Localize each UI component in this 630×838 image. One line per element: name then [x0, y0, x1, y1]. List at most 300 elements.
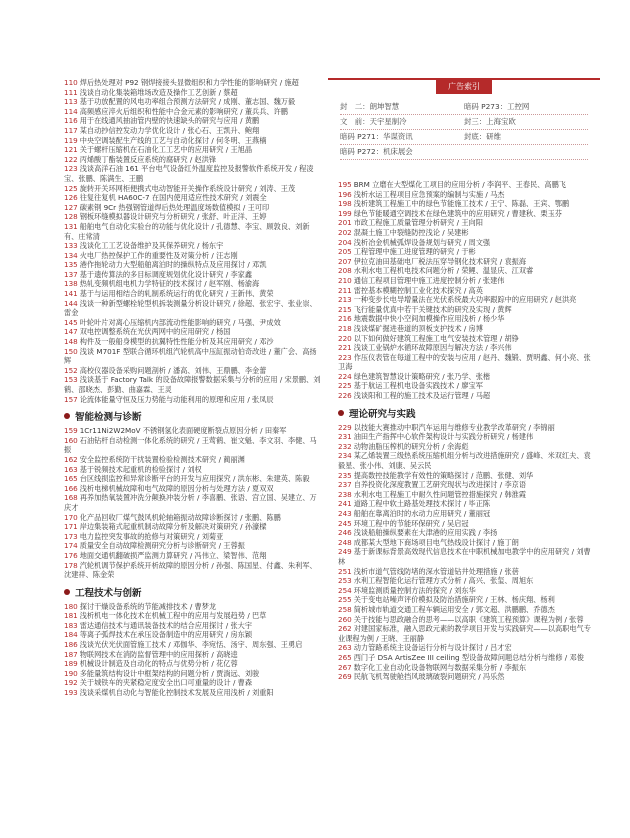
- toc-entry: [338, 538, 596, 548]
- toc-entry: [64, 116, 322, 126]
- toc-entry: [338, 314, 596, 324]
- article-title: 浅谈高洋石油 161 平台电气设备红外温度监控及报警软件系统开发 / 程凌宝、张鹏、陈满生、王鹏: [64, 164, 314, 183]
- section-heading-theory-practice: [338, 406, 596, 420]
- article-title: 探讨干燥设备系统的节能减排技术 / 曹梦龙: [79, 601, 217, 611]
- toc-entry: [64, 88, 322, 98]
- toc-entry: [64, 289, 322, 299]
- article-title: 石油钻杆自动检测一体化系统的研究 / 王莺鹤、崔文魁、李文羽、李健、马振: [64, 435, 317, 455]
- toc-entry: [338, 238, 596, 248]
- article-title: 以技能大赛推动中职汽车运用与维修专业教学改革研究 / 李锦丽: [353, 422, 555, 432]
- article-title: 浅谈一种新型螺栓轮型机拆装测量分析设计研究 / 徐超、张宏宇、张业崇、雷金: [64, 298, 317, 318]
- toc-entry: [64, 145, 322, 155]
- toc-entry: [64, 493, 322, 512]
- page-number: 186: [64, 640, 78, 650]
- page-number: 220: [338, 333, 352, 343]
- page-number: 202: [338, 227, 352, 237]
- article-title: 以下如何做好建筑工程施工电气安装技术管理 / 胡铮: [353, 333, 519, 343]
- toc-entry: [64, 640, 322, 650]
- toc-entry: [64, 155, 322, 165]
- left-column: [64, 78, 322, 698]
- page-number: 150: [64, 346, 78, 356]
- page-number: 248: [338, 537, 352, 547]
- page-number: 199: [338, 208, 352, 218]
- page-number: 157: [64, 394, 78, 404]
- page-number: 225: [338, 381, 352, 391]
- page-number: 148: [64, 337, 78, 347]
- toc-entry: [64, 561, 322, 580]
- article-title: 民航飞机驾驶舱挡风玻璃破裂问题研究 / 冯乐然: [353, 672, 505, 682]
- toc-entry: [64, 621, 322, 631]
- ad-index-cell: [464, 145, 588, 159]
- article-title: 对建国家标准，融入思政元素的教学项目开发与实践研究——以高职电气专业课程为例 / 王晓、王丽静: [338, 624, 591, 643]
- toc-entry: [64, 184, 322, 194]
- page-number: 218: [338, 323, 352, 333]
- page-number: 251: [338, 566, 352, 576]
- page-number: 234: [338, 451, 352, 461]
- page-number: 145: [64, 317, 78, 327]
- page-number: 173: [64, 531, 78, 541]
- article-title: 叶轮叶片对离心压缩机内部流动性能影响的研究 / 马强、尹成效: [79, 317, 281, 327]
- article-title: 地震数据中快小空间加模操作应用浅析 / 杨少华: [353, 314, 505, 324]
- toc-entry: [338, 372, 596, 382]
- section-bullet-icon: [64, 413, 70, 419]
- article-title: 火电厂热控保护工作的重要性及对策分析 / 汪志刚: [79, 250, 238, 260]
- page-number: 226: [338, 391, 352, 401]
- toc-entry: [64, 522, 322, 532]
- page-number: 152: [64, 365, 78, 375]
- page-number: 265: [338, 652, 352, 662]
- page-number: 137: [64, 269, 78, 279]
- toc-entry: [64, 126, 322, 136]
- page-number: 183: [64, 620, 78, 630]
- toc-entry: [338, 547, 596, 566]
- toc-entry: [338, 391, 596, 401]
- article-title: 雷控基本模糊控制工业化技术探究 / 高英: [353, 285, 483, 295]
- toc-entry: [64, 212, 322, 222]
- toc-entry: [64, 688, 322, 698]
- ad-index-box: [328, 78, 600, 172]
- article-title: 安全监控系统防干扰装置检验检测技术研究 / 蔺丽渊: [79, 454, 245, 464]
- article-title: 混凝土施工中裂缝防控浅论 / 吴建彬: [353, 227, 469, 237]
- toc-entry: [64, 136, 322, 146]
- article-title: 船舶电气自动化实验台的功能与优化设计 / 孔德慧、李宝、顾敦良、刘新有、庄常清: [64, 221, 310, 241]
- page-number: 171: [64, 522, 78, 532]
- page-number: 263: [338, 643, 352, 653]
- toc-entry: [64, 222, 322, 241]
- page-number: 195: [338, 180, 352, 189]
- article-title: 环境监测质量控制方法的探究 / 刘东华: [353, 585, 476, 595]
- ad-index-title: 广告索引: [436, 80, 492, 94]
- toc-entry: [64, 107, 322, 117]
- left-entries-group-2: [64, 426, 322, 580]
- article-title: 道路工程中软土路基处理技术探讨 / 毕正陈: [353, 499, 491, 509]
- toc-entry: [338, 499, 596, 509]
- toc-entry: [338, 624, 596, 643]
- page-number: 160: [64, 435, 78, 445]
- article-title: 化产品回收厂煤气鼓风机轮轴箱振动故障诊断探讨 / 张鹏、陈鹏: [79, 512, 281, 522]
- toc-entry: [64, 541, 322, 551]
- ad-index-cell: 暗码 P272：机床展会: [340, 147, 413, 156]
- left-entries-group-1: [64, 78, 322, 404]
- toc-entry: [338, 218, 596, 228]
- toc-entry: [338, 286, 596, 296]
- article-title: 提高数控技能教学有效性的策略探讨 / 范鹏、张健、刘华: [353, 470, 534, 480]
- toc-entry: [64, 650, 322, 660]
- toc-entry: [64, 251, 322, 261]
- page-number: 223: [338, 352, 352, 362]
- page-number: 159: [64, 426, 78, 436]
- toc-entry: [338, 276, 596, 286]
- page-number: 201: [338, 218, 352, 228]
- ad-index-grid: [340, 100, 588, 160]
- article-title: 雷达通信技术与通讯装备技术的结合应用探讨 / 张大宇: [79, 620, 253, 630]
- page-number: 133: [64, 241, 78, 251]
- toc-entry: [64, 630, 322, 640]
- article-title: 浅谈化工工艺设备维护及其保养研究 / 杨东宇: [79, 241, 224, 251]
- page-number: 153: [64, 375, 78, 385]
- page-number: 138: [64, 279, 78, 289]
- toc-entry: [64, 203, 322, 213]
- page-number: 187: [64, 649, 78, 659]
- toc-entry: [338, 295, 596, 305]
- page-number: 168: [64, 493, 78, 503]
- article-title: 油田生产指挥中心软件架构设计与实践分析研究 / 杨建伟: [353, 432, 534, 442]
- toc-entry: [64, 484, 322, 494]
- article-title: 论流体能量守恒及压力势能与动能利用的原理和应用 / 张凤辰: [79, 394, 274, 404]
- right-entries-group-2: [338, 423, 596, 682]
- page-number: 192: [64, 678, 78, 688]
- toc-entry: [338, 595, 596, 605]
- article-title: 绿色节能暖通空调技术在绿色建筑中的应用研究 / 曹建秋、栗玉芬: [353, 208, 562, 218]
- page-number: 162: [64, 454, 78, 464]
- page-number: 205: [338, 247, 352, 257]
- toc-entry: [338, 266, 596, 276]
- toc-entry: [64, 678, 322, 688]
- page-number: 235: [338, 470, 352, 480]
- page-number: 229: [338, 422, 352, 432]
- toc-entry: [64, 164, 322, 183]
- page-number: 165: [64, 474, 78, 484]
- article-title: 焊后热处理对 P92 钢焊接接头显微组织和力学性能的影响研究 / 施超: [79, 78, 299, 87]
- article-title: 热轧变频机组电机力学特征的技术探讨 / 赵军刚、杨渝海: [79, 279, 260, 289]
- article-title: 自养投资化深度教置工艺研究现状与改进探讨 / 李京语: [353, 480, 527, 490]
- ad-index-cell: 封 二：朗坤智慧: [340, 102, 400, 111]
- page-number: 232: [338, 441, 352, 451]
- article-title: 碳素钢 9Cr 热强钢管道焊后热处理温度场数值模拟 / 王可印: [79, 202, 270, 212]
- page-number: 110: [64, 78, 78, 87]
- left-entries-group-3: [64, 602, 322, 698]
- toc-entry: [338, 663, 596, 673]
- article-title: 浅析机电一体化技术在机械工程中的应用与发展趋势 / 巴草: [79, 611, 267, 621]
- toc-entry: [338, 228, 596, 238]
- page-number: 216: [338, 314, 352, 324]
- toc-entry: [64, 611, 322, 621]
- toc-entry: [338, 334, 596, 344]
- page-number: 254: [338, 585, 352, 595]
- article-title: 浅谈基于 Factory Talk 的设备故障报警数据采集与分析的应用 / 宋景鹏、刘鹤、邵晓杰、彭勤、曲嘉霖、王灵: [64, 375, 321, 394]
- toc-entry: [338, 180, 596, 190]
- page-number: 122: [64, 154, 78, 164]
- article-title: 浅谈船舶操纵要素在大津港的应用实践 / 李扬: [353, 528, 498, 538]
- toc-entry: [64, 465, 322, 475]
- page-number: 245: [338, 518, 352, 528]
- page-number: 147: [64, 327, 78, 337]
- page-number: 211: [338, 285, 352, 295]
- article-title: 浅谈阳和工程的施工技术及运行管理 / 马超: [353, 391, 491, 401]
- article-title: 市政工程施工质量管理分析研究 / 王向阳: [353, 218, 483, 228]
- article-title: 往复往复机 HA60C-7 在国内使用适应性技术研究 / 刘震全: [79, 193, 267, 203]
- article-title: 中央空调装配生产线的工艺与自动化探讨 / 何冬明、王燕楠: [79, 135, 267, 145]
- page-number: 237: [338, 480, 352, 490]
- page-number: 141: [64, 289, 78, 299]
- article-title: 再养加热氧装置冲洗分颠换冲装分析 / 李喜鹏、张语、宫立国、吴建立、万庆才: [64, 493, 317, 512]
- article-title: 双电控调整系统在光伏两网中的应用研究 / 杨国: [79, 327, 231, 337]
- toc-entry: [338, 209, 596, 219]
- page-number: 180: [64, 601, 78, 611]
- article-title: 基于与运用相结合的轧制系统运行的优化研究 / 王新伟、黄荣: [79, 289, 274, 299]
- article-title: 浅析水运工程项目应急预案的编制与实施 / 马杰: [353, 189, 505, 199]
- toc-entry: [64, 513, 322, 523]
- article-title: 高频感应淬火后组织和性能中合金元素的影响研究 / 董兵兵、许鹏: [79, 106, 288, 116]
- page-number: 221: [338, 343, 352, 353]
- page-number: 176: [64, 550, 78, 560]
- ad-index-row: [340, 115, 588, 130]
- article-title: 作压仪表管在每道工程中的安装与应用 / 赵丹、魏锻、贾明鑫、何小亮、张卫海: [338, 352, 591, 372]
- toc-entry: [338, 257, 596, 267]
- page-number: 269: [338, 672, 352, 682]
- article-title: 基于锐频技术起重机的检验探讨 / 刘权: [79, 464, 202, 474]
- page-number: 111: [64, 87, 78, 97]
- article-title: 浅谈工业锅炉水循环故障原因与解决方法 / 李兴伟: [353, 343, 512, 353]
- article-title: 浅析电梯机械故障和电气故障的原因分析与处理方法 / 夏双双: [79, 483, 274, 493]
- article-title: 关于城铁车的夹紧稳定度安全出口可重量的设计 / 曹森: [79, 678, 253, 688]
- ad-index-cell: 封底：研维: [464, 132, 501, 141]
- page-number: 125: [64, 183, 78, 193]
- right-entries-group-1: [338, 180, 596, 401]
- article-title: 电力监控突发事故的抢修与对策研究 / 刘菊亚: [79, 531, 224, 541]
- article-title: 基于航运工程机电设备实践技术 / 廖宝军: [353, 381, 483, 391]
- page-number: 135: [64, 260, 78, 270]
- page-number: 246: [338, 528, 352, 538]
- toc-entry: [64, 299, 322, 318]
- toc-entry: [338, 432, 596, 442]
- page-number: 128: [64, 212, 78, 222]
- page-number: 174: [64, 541, 78, 551]
- toc-entry: [338, 643, 596, 653]
- ad-index-row: [340, 145, 588, 160]
- article-title: 多能量筑结构设计中框架结构的问题分析 / 贾淌远、刘骏: [79, 668, 260, 678]
- article-title: 水利水电工程机电技术问题分析 / 荣鲤、温显庆、江双睿: [353, 266, 534, 276]
- toc-entry: [338, 672, 596, 682]
- article-title: 等离子弧焊技术在承压设备制造中的应用研究 / 房东颖: [79, 630, 253, 640]
- page-number: 163: [64, 464, 78, 474]
- toc-entry: [338, 305, 596, 315]
- toc-entry: [64, 279, 322, 289]
- toc-entry: [64, 318, 322, 328]
- article-title: 船舶在靠离泊时的水动力应用研究 / 董丽冠: [353, 509, 491, 518]
- article-title: 浅谈煤矿掘进巷道的顶板支护技术 / 房博: [353, 323, 483, 333]
- article-title: 高校仪器设备采购问题剖析 / 潘高、刘伟、王鼎鹏、李金蕾: [79, 365, 267, 375]
- page-number: 210: [338, 275, 352, 285]
- page-number: 207: [338, 256, 352, 266]
- article-title: 关于螺杆压缩机在石油化工工艺中的应用研究 / 王旭晶: [79, 145, 253, 155]
- article-title: 关于变电站噪声评价模拟及防治措施研究 / 王林、杨庆翔、杨利: [353, 595, 555, 605]
- toc-entry: [64, 532, 322, 542]
- page-number: 208: [338, 266, 352, 276]
- toc-entry: [64, 366, 322, 376]
- article-title: 浅谈光伏光伏面管施工技术 / 邓伽华、李宛恬、汤宇、周东强、王勇启: [79, 640, 303, 650]
- page-number: 134: [64, 250, 78, 260]
- ad-index-cell: 文 前：天宇星制冷: [340, 117, 407, 126]
- page-number: 249: [338, 547, 352, 557]
- article-title: 钢板环缝模拟器设计研究与分析研究 / 张舒、叶正洋、王婷: [79, 212, 267, 222]
- article-title: 岸边集装箱式起重机制动故障分析及解决对策研究 / 孙濠樑: [79, 522, 267, 532]
- article-title: 一种变步长电导增量法在光伏系统最大功率跟踪中的应用研究 / 赵洪亮: [353, 295, 577, 305]
- article-title: 机械设计制造及自动化的特点与优势分析 / 花亿蓉: [79, 659, 238, 669]
- article-title: 浅析市道气管线防堵的深水管道钻井处理措施 / 张蓓: [353, 566, 519, 576]
- page-number: 255: [338, 595, 352, 605]
- article-title: 基于遗传算法的多目标调度规划优化设计研究 / 李家鑫: [79, 269, 253, 279]
- page-number: 178: [64, 560, 78, 570]
- article-title: 1Cr11Ni2W2MoV 不锈钢氢化表面硬度断裂点原因分析 / 田秦军: [79, 426, 287, 436]
- article-title: 构件及一般船身模型的抗翼特性性能分析及其应用研究 / 邓沙: [79, 337, 274, 347]
- toc-entry: [64, 97, 322, 107]
- article-title: 浅析冶金机械弧焊设备规划与研究 / 周文强: [353, 237, 491, 247]
- toc-entry: [64, 436, 322, 455]
- page-number: 116: [64, 116, 78, 126]
- ad-index-row: [340, 130, 588, 145]
- toc-entry: [64, 602, 322, 612]
- article-title: 飞行能量优真中若干关键技术的研究及实现 / 黄辉: [353, 304, 512, 314]
- section-heading-engineering: [64, 585, 322, 599]
- article-title: 某乙烯装置三级热系统压缩机组分析与改进措施研究 / 盛峰、米双红夫、袁毅星、张小伟、刘康、吴云民: [338, 451, 591, 471]
- page-number: 190: [64, 668, 78, 678]
- page-number: 260: [338, 614, 352, 624]
- article-title: 丙烯酸丁酯装置反应系统的腐研究 / 赵洪锋: [79, 154, 217, 164]
- ad-index-cell: 封三：上海宝欧: [464, 117, 516, 126]
- toc-entry: [338, 423, 596, 433]
- toc-entry: [64, 474, 322, 484]
- page-number: 204: [338, 237, 352, 247]
- ad-index-cell: 暗码 P271：华谋资讯: [340, 132, 413, 141]
- article-title: 物联网技术在消防监督管理中的应用探析 / 高晓逵: [79, 649, 238, 659]
- toc-entry: [64, 375, 322, 394]
- article-title: BRM 立磨在大型煤化工项目的应用分析 / 李润平、王春民、高鹏飞: [353, 180, 566, 189]
- toc-entry: [338, 190, 596, 200]
- page-number: 123: [64, 164, 78, 174]
- article-title: 浅谈采煤机自动化与智能化控制技术发展及应用浅析 / 刘重阳: [79, 688, 274, 698]
- toc-entry: [64, 337, 322, 347]
- toc-entry: [64, 669, 322, 679]
- article-title: 环境工程中的节能环保研究 / 吴启冠: [353, 518, 469, 528]
- page-number: 231: [338, 432, 352, 442]
- article-title: 浅谈自动化集装箱堆场改造及操作工艺创新 / 蔡超: [79, 87, 238, 97]
- toc-entry: [338, 605, 596, 615]
- page-number: 196: [338, 189, 352, 199]
- toc-entry: [64, 270, 322, 280]
- article-title: 基于功放配置的风电功率组合预测方法研究 / 成刚、董志国、魏万毅: [79, 97, 296, 107]
- toc-entry: [338, 324, 596, 334]
- page-number: 166: [64, 483, 78, 493]
- page-number: 144: [64, 298, 78, 308]
- article-title: 工程管理中施工进度管理的研究 / 于彬: [353, 247, 476, 257]
- page-number: 117: [64, 125, 78, 135]
- section-bullet-icon: [338, 410, 344, 416]
- toc-entry: [64, 551, 322, 561]
- article-title: 水利工程智能化运行管理方式分析 / 高兴、张玺、周旭东: [353, 576, 534, 586]
- article-title: 地面交通机翻破损严监测力算研究 / 冯伟立、梁智伟、范翔: [79, 550, 267, 560]
- page-number: 267: [338, 662, 352, 672]
- article-title: 动物油脂压榨机的研究分析 / 余海彪: [353, 441, 469, 451]
- section-title: 智能检测与诊断: [75, 412, 142, 424]
- toc-entry: [338, 480, 596, 490]
- toc-entry: [64, 395, 322, 405]
- toc-entry: [64, 659, 322, 669]
- article-title: 伊拉克油田基础电厂税法压穿导钢化技术研究 / 袁振海: [353, 256, 527, 266]
- toc-entry: [338, 451, 596, 470]
- page-number: 181: [64, 611, 78, 621]
- section-heading-smart-detection: [64, 409, 322, 423]
- page-number: 262: [338, 624, 352, 634]
- article-title: 数字化工业自动化设备物联网与数据采集分析 / 李振东: [353, 662, 527, 672]
- article-title: 简析城市轨道交通工程车辆运用安全 / 郭文超、洪鹏鹏、乔德杰: [353, 604, 555, 614]
- page-number: 193: [64, 688, 78, 698]
- article-title: 用于在线通风抽油管内壁的快速缺头的研究与应用 / 黄鹏: [79, 116, 260, 126]
- page-number: 126: [64, 193, 78, 203]
- page-number: 243: [338, 509, 352, 518]
- toc-entry: [338, 471, 596, 481]
- article-title: 某自动抄信控发动力学优化设计 / 张心石、王凯升、鲍翔: [79, 125, 260, 135]
- toc-entry: [338, 247, 596, 257]
- page-number: 241: [338, 499, 352, 509]
- article-title: 旋转开关环网柜便携式电动智能开关操作系统设计研究 / 刘涛、王茂: [79, 183, 296, 193]
- article-title: 绿色建筑智慧设计策略研究 / 张乃学、张楷: [353, 371, 491, 381]
- toc-entry: [64, 426, 322, 436]
- article-title: 台区线损监控和异常诊断平台的开发与应用探究 / 洪东彬、朱建英、陈毅: [79, 474, 310, 484]
- section-title: 工程技术与创新: [75, 587, 142, 599]
- article-title: 通信工程项目管理中施工进度控制分析 / 张建伟: [353, 275, 505, 285]
- toc-entry: [338, 199, 596, 209]
- page-number: 113: [64, 97, 78, 107]
- page-number: 127: [64, 202, 78, 212]
- article-title: 水利水电工程施工中耐久性问题管控措施探究 / 韩淮霞: [353, 489, 527, 499]
- article-title: 动力管路系统主设备运行分析与设计探讨 / 吕才宏: [353, 643, 512, 653]
- toc-entry: [338, 442, 596, 452]
- page-number: 119: [64, 135, 78, 145]
- article-title: 浅谈 M701F 型联合循环机组汽轮机高中压缸振动伯奇改进 / 董广会、高扬辉: [64, 346, 317, 366]
- toc-entry: [338, 528, 596, 538]
- page-number: 224: [338, 371, 352, 381]
- toc-entry: [338, 519, 596, 529]
- article-title: 汽轮机调节保护系统开析故障的原因分析 / 孙强、陈国星、付鑫、朱利军、沈建祥、陈金荣: [64, 560, 317, 580]
- toc-entry: [338, 343, 596, 353]
- page-number: 215: [338, 304, 352, 314]
- toc-entry: [338, 653, 596, 663]
- toc-entry: [338, 509, 596, 519]
- ad-index-row: [340, 100, 588, 115]
- toc-entry: [338, 490, 596, 500]
- article-title: 质量安全自动故障检测研究分析与诊断研究 / 王蓉振: [79, 541, 245, 551]
- page-number: 114: [64, 106, 78, 116]
- ad-index-cell: 暗码 P273：工控网: [464, 102, 530, 111]
- toc-entry: [64, 347, 322, 366]
- page-number: 238: [338, 489, 352, 499]
- toc-entry: [338, 586, 596, 596]
- toc-entry: [64, 241, 322, 251]
- article-title: 成都某大型地下商场项目电气热线设计探讨 / 施丁朗: [353, 537, 519, 547]
- article-title: 浅析建筑工程施工中的绿色节能施工技术 / 王宁、陈磊、王宾、鄂鹏: [353, 199, 570, 209]
- toc-entry: [338, 353, 596, 372]
